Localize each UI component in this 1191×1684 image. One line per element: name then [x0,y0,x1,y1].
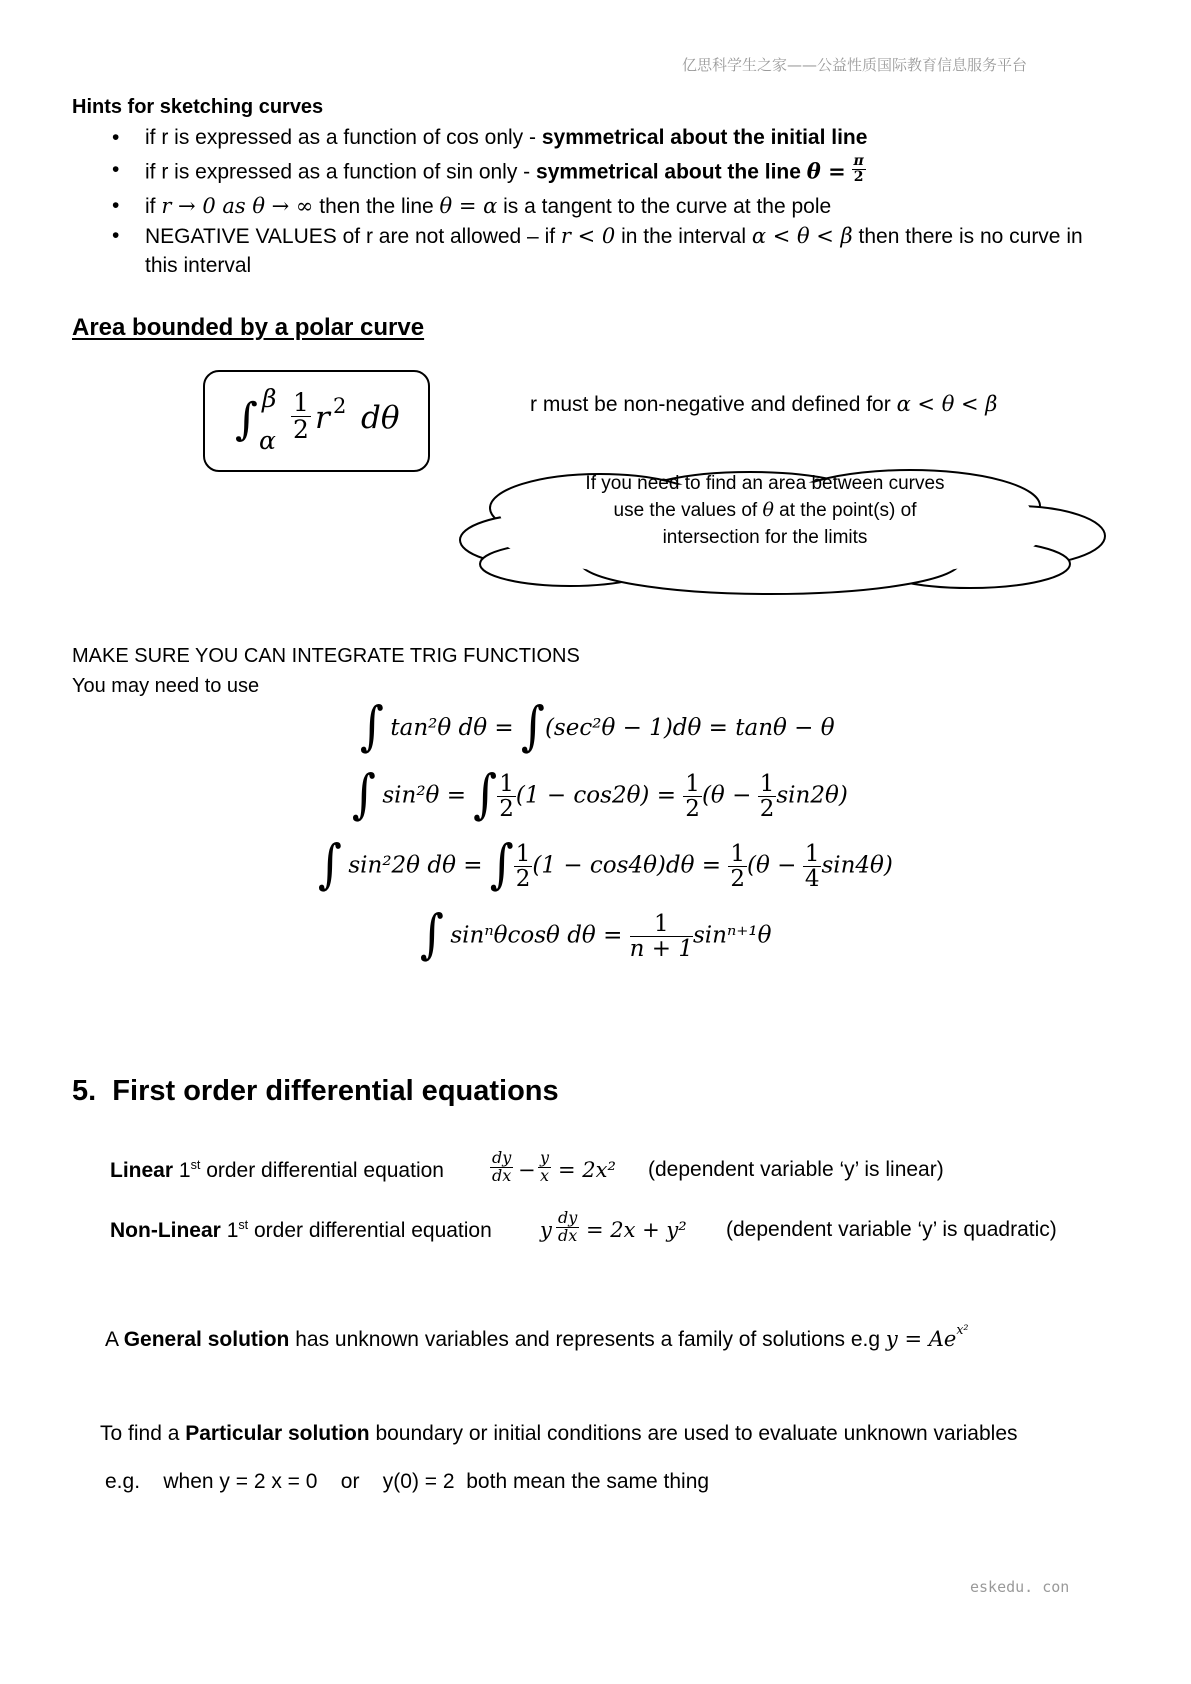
integral-sign-icon: ∫ [520,694,545,757]
integral-sign-icon: ∫ [489,832,514,895]
de-section-heading: 5. First order differential equations [72,1075,559,1107]
integral-sign-icon: ∫ [420,902,444,965]
cloud-note-text: If you need to find an area between curves use the values of θ at the point(s) of intersection for the limits [585,473,945,548]
trig-identity-tan: ∫ tan²θ dθ = ∫(sec²θ − 1)dθ = tanθ − θ [360,694,835,757]
integral-sign-icon: ∫ [318,832,342,895]
integral-sign-icon: ∫ [360,694,384,757]
document-page: 亿思科学生之家——公益性质国际教育信息服务平台 Hints for sketching curves • if r is expressed as a function of cos only - symmetrical about the initial line • if r is expressed as a function of sin only - symmetrical about the line θ = $\frac{\pi}{2}$ • if r → 0 as θ → ∞ then the line θ = α is a tangent to the curve at the pole • NEGATIVE VALUES of r are not allowed – if r < 0 in the interval α < θ < β then there is no curve in this interval Area bounded by a polar curve ∫ β α $\frac{1}{2}$ r 2 dθ r must be non-negative and defined for α < θ < β If you need to find an area between curves use the values of θ at the point(s) of intersection for the limits MAKE SURE YOU CAN INTEGRATE TRIG FUNCTIONS You may need to use ∫ tan²θ dθ = ∫(sec²θ − 1)dθ = tanθ − θ ∫ sin²θ = ∫ $\frac{1}{2}$ (1 − cos2θ) = $\frac{1}{2}$ (θ − $\frac{1}{2}$ sin2θ) ∫ sin²2θ dθ = ∫ $\frac{1}{2}$ (1 − cos4θ)dθ = $\frac{1}{2}$ (θ − $\frac{1}{4}$ sin4θ) ∫ sinⁿθcosθ dθ = $\frac{1}{n + 1}$ sinⁿ⁺¹θ 5. First order differential equations Linear 1st order differential equation $\frac{dy}{dx}$ − $\frac{y}{x}$ = 2x² (dependent variable ‘y’ is linear) Non-Linear 1st order differential equation y $\frac{dy}{dx}$ = 2x + y² (dependent variable ‘y’ is quadratic) A General solution has unknown variables and represents a family of solutions e.g $y = Ae^{x^2}$ To find a Particular solution boundary or initial conditions are used to evaluate unknown variables e.g. when y = 2 x = 0 or y(0) = 2 both mean the same thing eskedu. con [0,0,1191,1684]
trig-identity-sin2: ∫ sin²θ = ∫ $\frac{1}{2}$ (1 − cos2θ) = $\frac{1}{2}$ (θ − $\frac{1}{2}$ sin2θ) [352,762,848,825]
area-integral-formula: ∫ β α $\frac{1}{2}$ r 2 dθ [235,384,400,455]
integral-sign-icon: ∫ [352,762,376,825]
integral-sign-icon: ∫ [473,762,498,825]
area-formula-box [203,370,430,472]
bullet-icon: • [112,224,120,247]
integral-sign-icon: ∫ [235,394,258,445]
header-site-text: 亿思科学生之家——公益性质国际教育信息服务平台 [682,56,1028,74]
bullet-icon: • [112,126,120,149]
example-text: e.g. when y = 2 x = 0 or y(0) = 2 both mean the same thing [105,1470,710,1493]
bullet-icon: • [112,194,120,217]
area-section-title: Area bounded by a polar curve [72,314,425,341]
trig-heading: MAKE SURE YOU CAN INTEGRATE TRIG FUNCTIONS [72,645,580,667]
general-solution-text: A General solution has unknown variables and represents a family of solutions e.g $y = Ae^{x^2}$ [105,1322,969,1351]
bullet-icon: • [112,158,120,181]
trig-subheading: You may need to use [72,675,260,697]
footer-site-text: eskedu. con [970,1578,1070,1596]
particular-solution-text: To find a Particular solution boundary or initial conditions are used to evaluate unknown variables [100,1422,1018,1445]
hint-bullet-4-line2: this interval [145,254,252,277]
area-condition-text: r must be non-negative and defined for α < θ < β [530,392,998,416]
hints-title: Hints for sketching curves [72,96,324,118]
trig-identity-sinn-cos: ∫ sinⁿθcosθ dθ = $\frac{1}{n + 1}$ sinⁿ⁺¹θ [420,902,772,965]
trig-identity-sin2-2theta: ∫ sin²2θ dθ = ∫ $\frac{1}{2}$ (1 − cos4θ)dθ = $\frac{1}{2}$ (θ − $\frac{1}{4}$ sin4θ) [318,832,893,895]
